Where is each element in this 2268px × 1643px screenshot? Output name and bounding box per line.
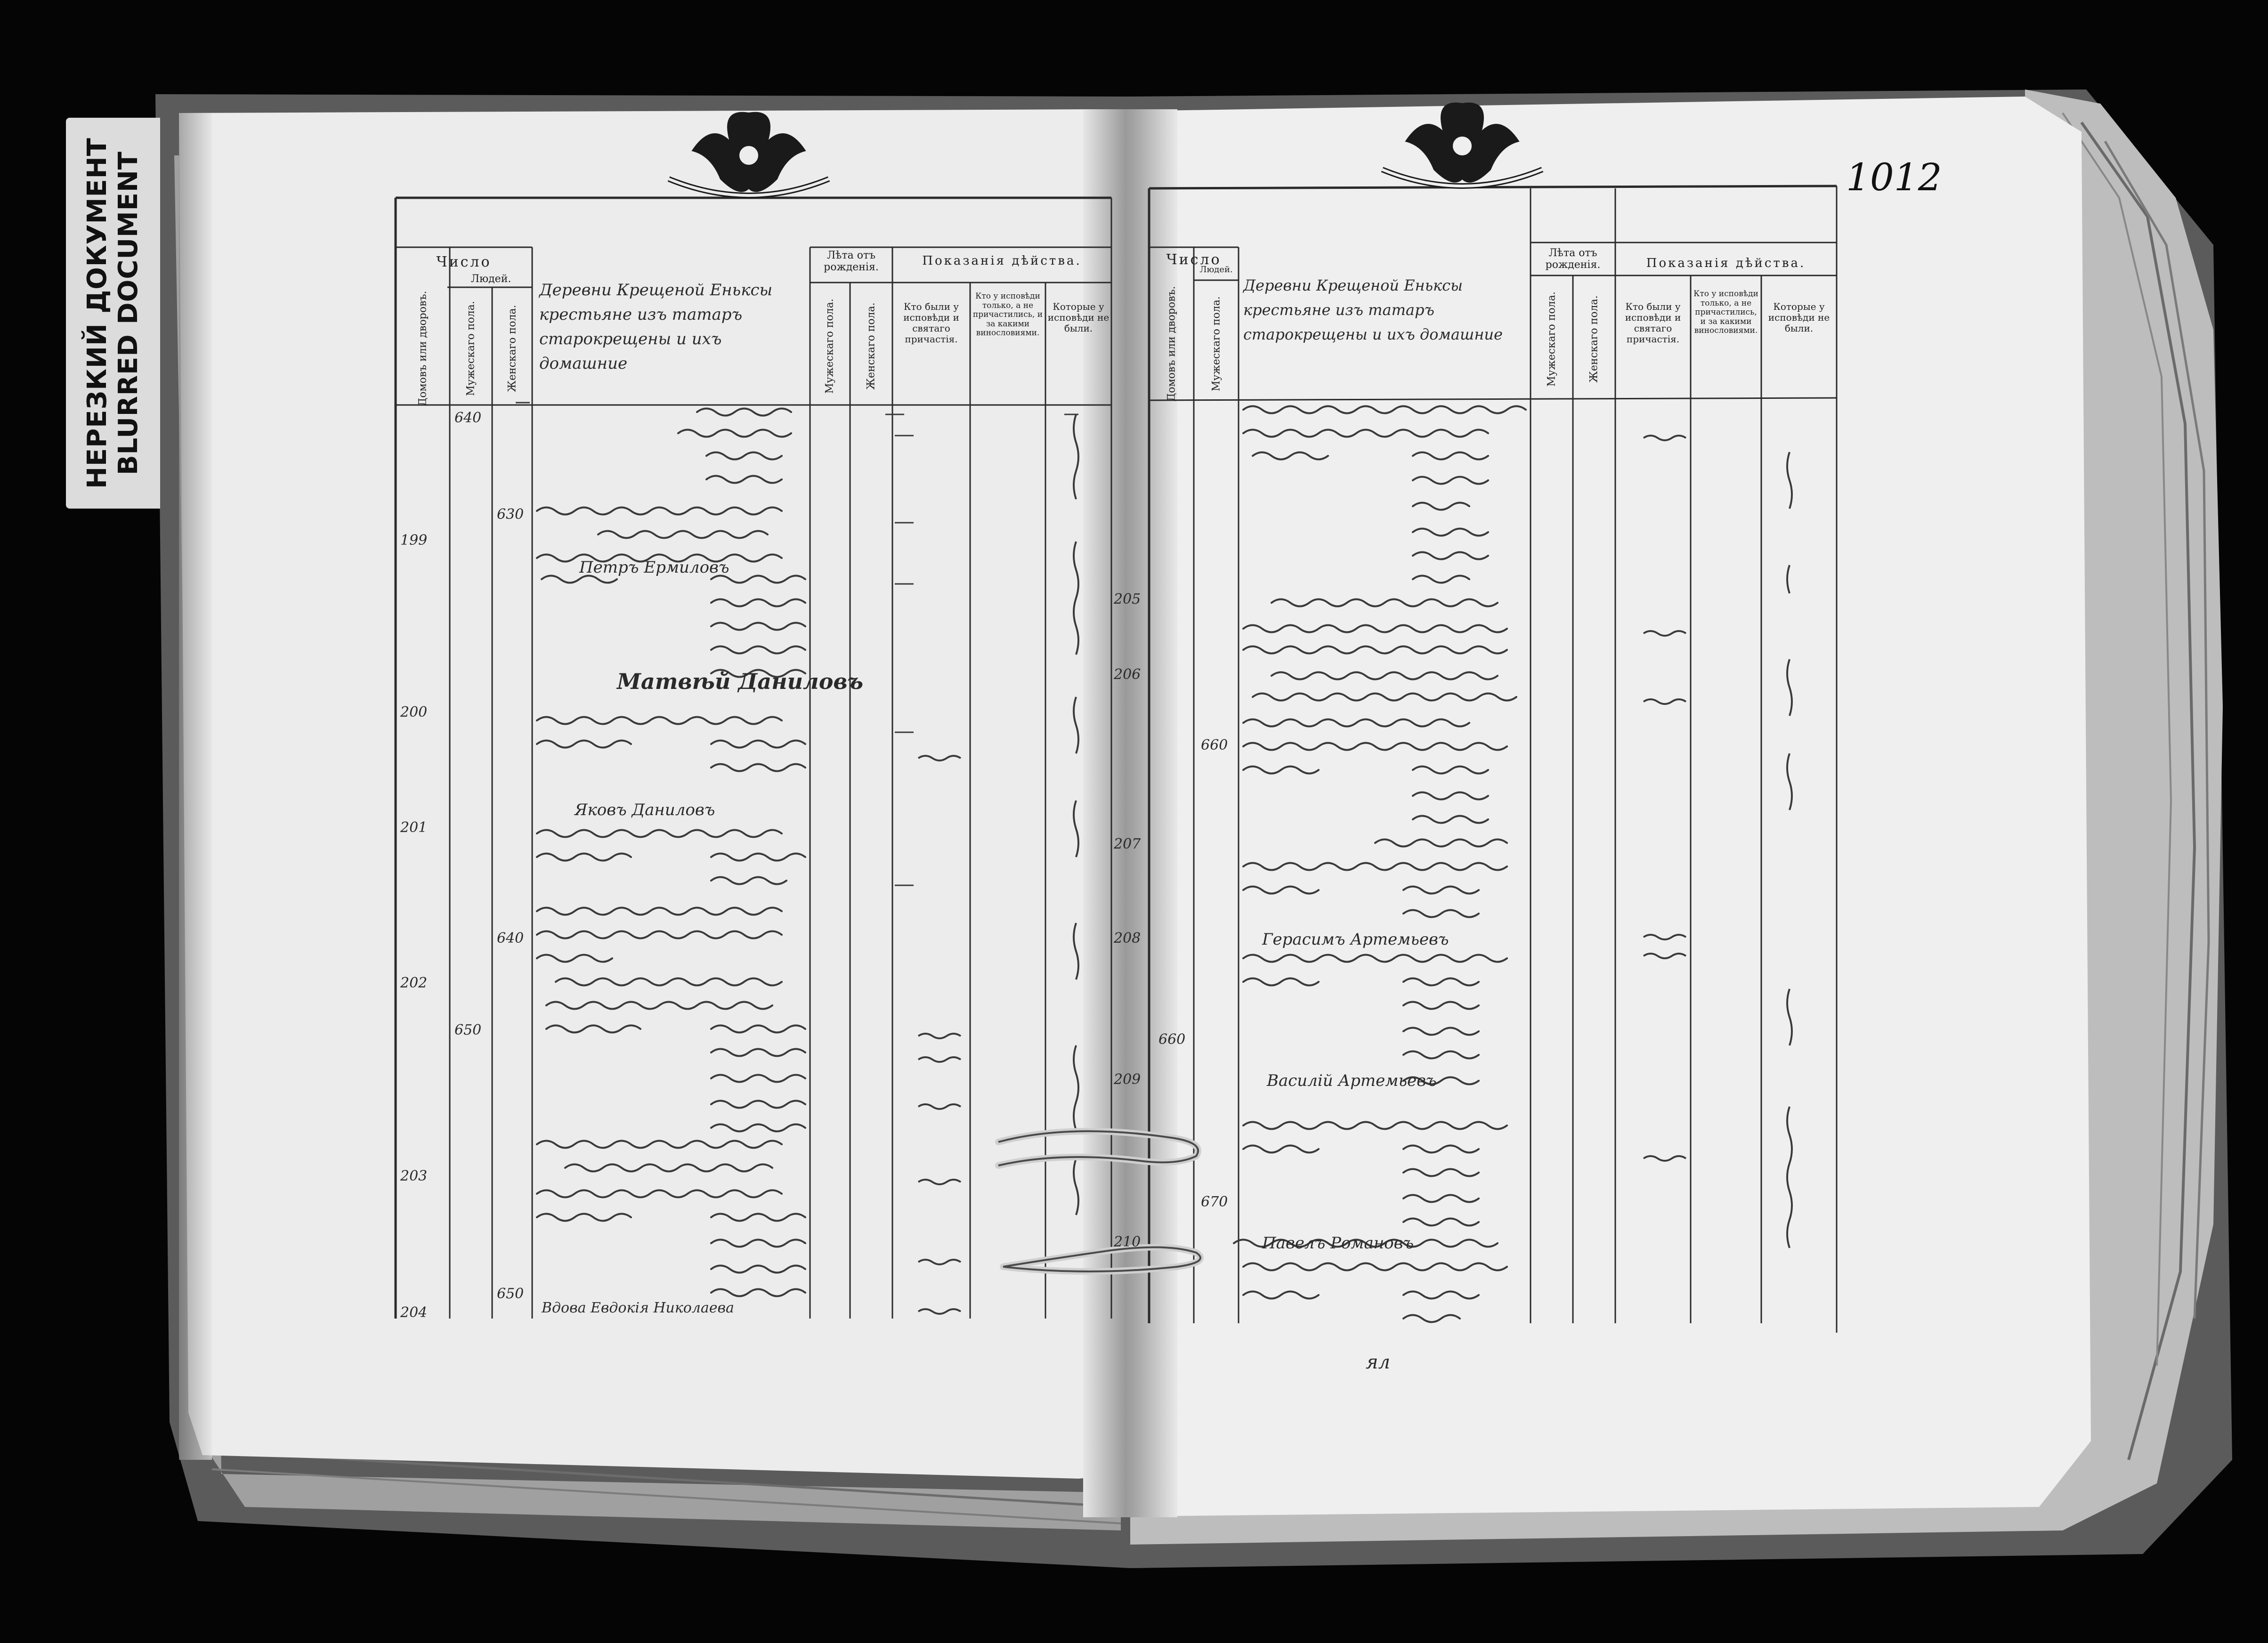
left-col-confessed: Кто были у исповѣди и святаго причастія. xyxy=(903,301,959,345)
blurred-document-tab xyxy=(66,118,160,509)
left-count-header: Число xyxy=(436,254,492,270)
right-row-number: 210 xyxy=(1114,1234,1141,1250)
right-row-number: 205 xyxy=(1114,591,1141,607)
left-village-header: Деревни Крещеной Еньксы крестьяне изъ татаръ старокрещены и ихъ домашние xyxy=(539,281,773,373)
left-row-number: 202 xyxy=(400,975,428,991)
right-house-number: 670 xyxy=(1201,1194,1228,1210)
right-col-confessed-only: Кто у исповѣди только, а не причастились, и за какими винословиями. xyxy=(1693,289,1758,336)
right-row-number: 207 xyxy=(1114,836,1141,852)
name-entry: Василій Артемьевъ xyxy=(1267,1071,1437,1090)
left-col-male-age: Мужескаго пола. xyxy=(824,299,836,394)
page-signature-mark: ял xyxy=(1366,1352,1390,1373)
right-col-not-confessed: Которые у исповѣди не были. xyxy=(1768,301,1830,334)
left-col-male: Мужескаго пола. xyxy=(465,301,477,396)
right-col-female-age: Женскаго пола. xyxy=(1588,295,1600,383)
left-house-number: 650 xyxy=(497,1286,524,1302)
name-entry: Яковъ Даниловъ xyxy=(575,801,715,819)
left-col-confessed-only: Кто у исповѣди только, а не причастились, и за какими винословиями. xyxy=(972,291,1043,338)
left-evidence-header: Показанія дѣйства. xyxy=(922,254,1082,268)
right-house-number: 660 xyxy=(1158,1031,1186,1048)
tab-label-ru: НЕРЕЗКИЙ ДОКУМЕНТ xyxy=(82,138,113,489)
left-row-number: 200 xyxy=(400,704,428,720)
right-col-male-age: Мужескаго пола. xyxy=(1546,291,1558,387)
name-entry: Герасимъ Артемьевъ xyxy=(1262,930,1449,949)
name-entry: Петръ Ермиловъ xyxy=(579,558,729,577)
right-village-header: Деревни Крещеной Еньксы крестьяне изъ татаръ старокрещены и ихъ домашние xyxy=(1243,276,1503,343)
left-row-number: 204 xyxy=(400,1304,428,1321)
right-count-header: Число xyxy=(1166,251,1222,268)
left-row-number: 199 xyxy=(400,532,428,549)
left-persons-header: Людей. xyxy=(470,273,511,285)
left-col-female: Женскаго пола. xyxy=(506,305,518,392)
left-row-number: 201 xyxy=(400,819,428,836)
left-col-households: Домовъ или дворовъ. xyxy=(417,291,429,406)
right-persons-header: Людей. xyxy=(1199,265,1233,275)
right-row-number: 209 xyxy=(1114,1071,1141,1088)
folio-number: 1012 xyxy=(1846,155,1942,199)
tab-label xyxy=(73,129,153,497)
right-row-number: 206 xyxy=(1114,666,1141,683)
right-years-header: Лѣта отъ рожденія. xyxy=(1545,247,1601,271)
left-house-number: 630 xyxy=(497,506,524,523)
name-entry: Павелъ Романовъ xyxy=(1262,1234,1414,1253)
left-years-header: Лѣта отъ рожденія. xyxy=(824,250,879,274)
right-row-number: 208 xyxy=(1114,930,1141,947)
right-evidence-header: Показанія дѣйства. xyxy=(1646,256,1806,270)
left-house-number: 650 xyxy=(454,1022,482,1038)
right-col-households: Домовъ или дворовъ. xyxy=(1166,286,1178,402)
right-house-number: 660 xyxy=(1201,737,1228,753)
name-entry: Вдова Евдокія Николаева xyxy=(542,1300,734,1316)
left-house-number: 640 xyxy=(454,410,482,426)
right-col-male: Мужескаго пола. xyxy=(1210,296,1223,391)
tab-label-en: BLURRED DOCUMENT xyxy=(113,151,144,476)
left-col-female-age: Женскаго пола. xyxy=(865,302,877,390)
left-row-number: 203 xyxy=(400,1168,428,1184)
left-col-not-confessed: Которые у исповѣди не были. xyxy=(1047,301,1110,334)
name-entry: Матвѣй Даниловъ xyxy=(617,669,864,694)
left-house-number: 640 xyxy=(497,930,524,947)
right-col-confessed: Кто были у исповѣди и святаго причастія. xyxy=(1625,301,1681,345)
